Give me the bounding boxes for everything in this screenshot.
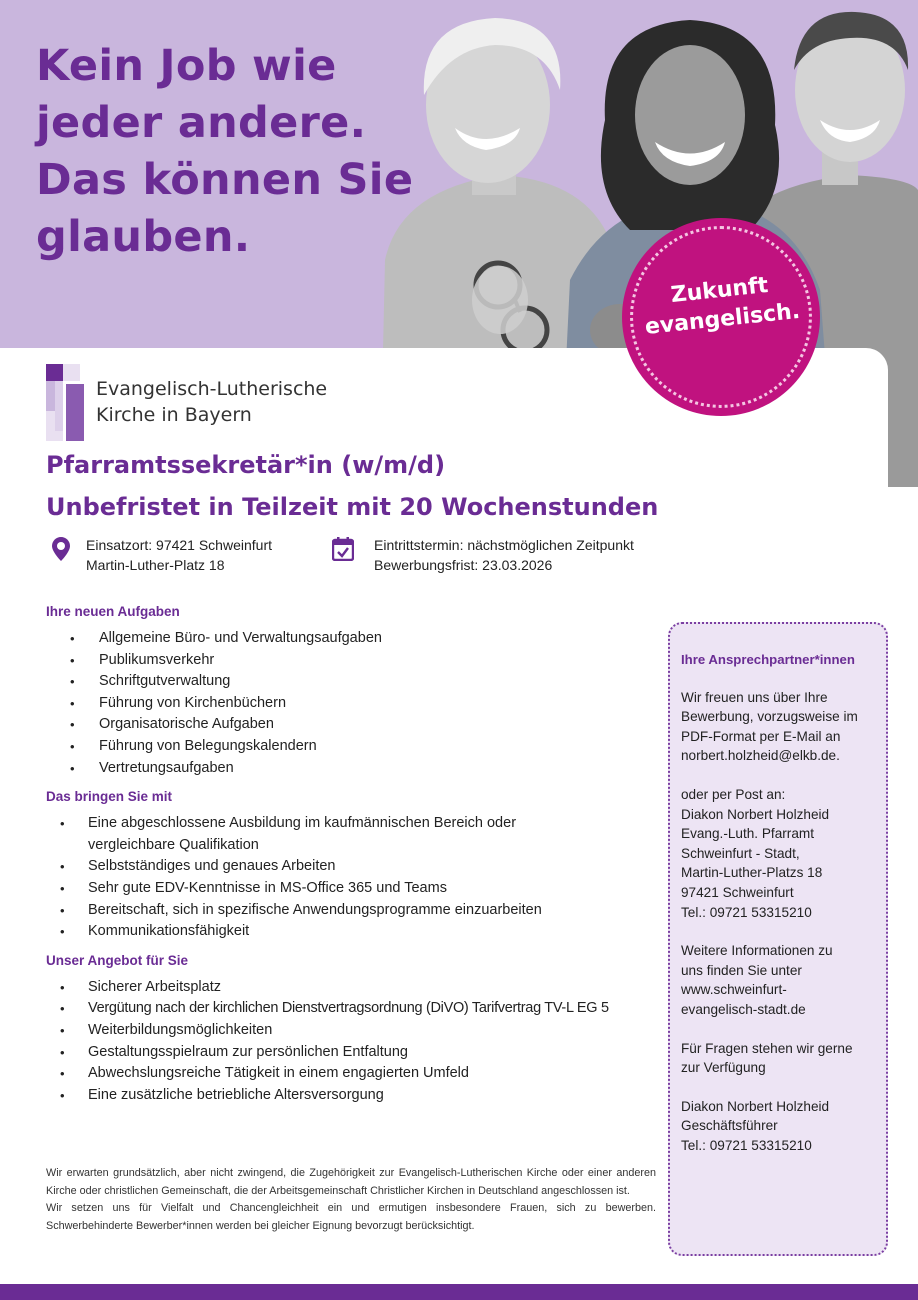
membership-note: Wir erwarten grundsätzlich, aber nicht zwingend, die Zugehörigkeit zur Evangelisch-Lutherischen Kirche oder einer anderen Kirche oder christlichen Gemeinschaft, die der Arbeitsgemeinschaft Christlicher Kirchen in Deutschland angeschlossen ist. [46, 1167, 656, 1197]
contact-questions: Für Fragen stehen wir gerne zur Verfügung [681, 1040, 853, 1076]
website-link-cont[interactable]: evangelisch-stadt.de [681, 1001, 806, 1017]
list-item: • Selbstständiges und genaues Arbeiten [60, 858, 336, 875]
list-item: • Publikumsverkehr [70, 651, 215, 668]
contact-website: Weitere Informationen zu uns finden Sie unter www.schweinfurt- evangelisch-stadt.de [681, 941, 876, 1019]
website-link[interactable]: www.schweinfurt- [681, 982, 787, 998]
job-title: Pfarramtssekretär*in (w/m/d) [46, 451, 446, 479]
hero-headline: Kein Job wie jeder andere. Das können Sie glauben. [36, 41, 414, 262]
list-item: • Gestaltungsspielraum zur persönlichen Entfaltung [60, 1043, 408, 1060]
list-item: • Vertretungsaufgaben [70, 759, 234, 776]
list-item: • Schriftgutverwaltung [70, 673, 231, 690]
list-item: • Führung von Kirchenbüchern [70, 694, 287, 711]
list-item: • Weiterbildungsmöglichkeiten [60, 1021, 273, 1038]
section-heading-profile: Das bringen Sie mit [46, 789, 173, 805]
contact-postal: oder per Post an: Diakon Norbert Holzheid Evang.-Luth. Pfarramt Schweinfurt - Stadt, Martin-Luther-Platzs 18 97421 Schweinfurt Tel.: 09721 53315210 [681, 786, 830, 920]
zukunft-evangelisch-badge [622, 218, 820, 416]
contact-intro: Wir freuen uns über Ihre Bewerbung, vorzugsweise im PDF-Format per E-Mail an norbert.holzheid@elkb.de. [681, 688, 876, 766]
section-heading-offer: Unser Angebot für Sie [46, 952, 189, 968]
list-item: • Eine zusätzliche betriebliche Altersversorgung [60, 1086, 384, 1103]
diversity-note: Wir setzen uns für Vielfalt und Chancengleichheit ein und ermutigen insbesondere Frauen, sich zu bewerben. Schwerbehinderte Bewerber*innen werden bei gleicher Eignung bevorzugt berücksichtigt. [46, 1202, 656, 1232]
section-heading-tasks: Ihre neuen Aufgaben [46, 604, 180, 619]
list-item: • Allgemeine Büro- und Verwaltungsaufgaben [70, 630, 382, 646]
list-item: • Kommunikationsfähigkeit [60, 923, 250, 940]
job-details [46, 602, 666, 1114]
contact-box [668, 622, 888, 1256]
list-item: • Sehr gute EDV-Kenntnisse in MS-Office 365 und Teams [60, 879, 447, 896]
contact-email-link[interactable]: norbert.holzheid@elkb.de. [681, 748, 840, 764]
offer-list [46, 977, 666, 1107]
calendar-check-icon [332, 537, 354, 561]
list-item: • Führung von Belegungskalendern [70, 737, 317, 754]
list-item: • Abwechslungsreiche Tätigkeit in einem engagierten Umfeld [60, 1065, 469, 1082]
job-subtitle: Unbefristet in Teilzeit mit 20 Wochenstunden [46, 493, 659, 521]
bottom-bar [0, 1284, 918, 1300]
organization-name: Evangelisch-Lutherische Kirche in Bayern [96, 378, 328, 426]
contact-signoff: Diakon Norbert Holzheid Geschäftsführer Tel.: 09721 53315210 [681, 1098, 830, 1153]
list-item: • Vergütung nach der kirchlichen Dienstvertragsordnung (DiVO) Tarifvertrag TV-L EG 5 [60, 1000, 609, 1017]
map-pin-icon [52, 537, 70, 561]
tasks-list [46, 628, 666, 779]
list-item: • Organisatorische Aufgaben [70, 716, 274, 733]
profile-list [46, 813, 666, 943]
list-item: • Eine abgeschlossene Ausbildung im kaufmännischen Bereich oder vergleichbare Qualifikation [60, 815, 517, 853]
list-item: • Sicherer Arbeitsplatz [60, 978, 221, 995]
elkb-logo-icon [46, 364, 86, 441]
list-item: • Bereitschaft, sich in spezifische Anwendungsprogramme einzuarbeiten [60, 901, 542, 918]
contact-heading: Ihre Ansprechpartner*innen [681, 652, 855, 667]
legal-note [46, 1165, 656, 1235]
badge-text: Zukunft evangelisch. [643, 273, 802, 340]
